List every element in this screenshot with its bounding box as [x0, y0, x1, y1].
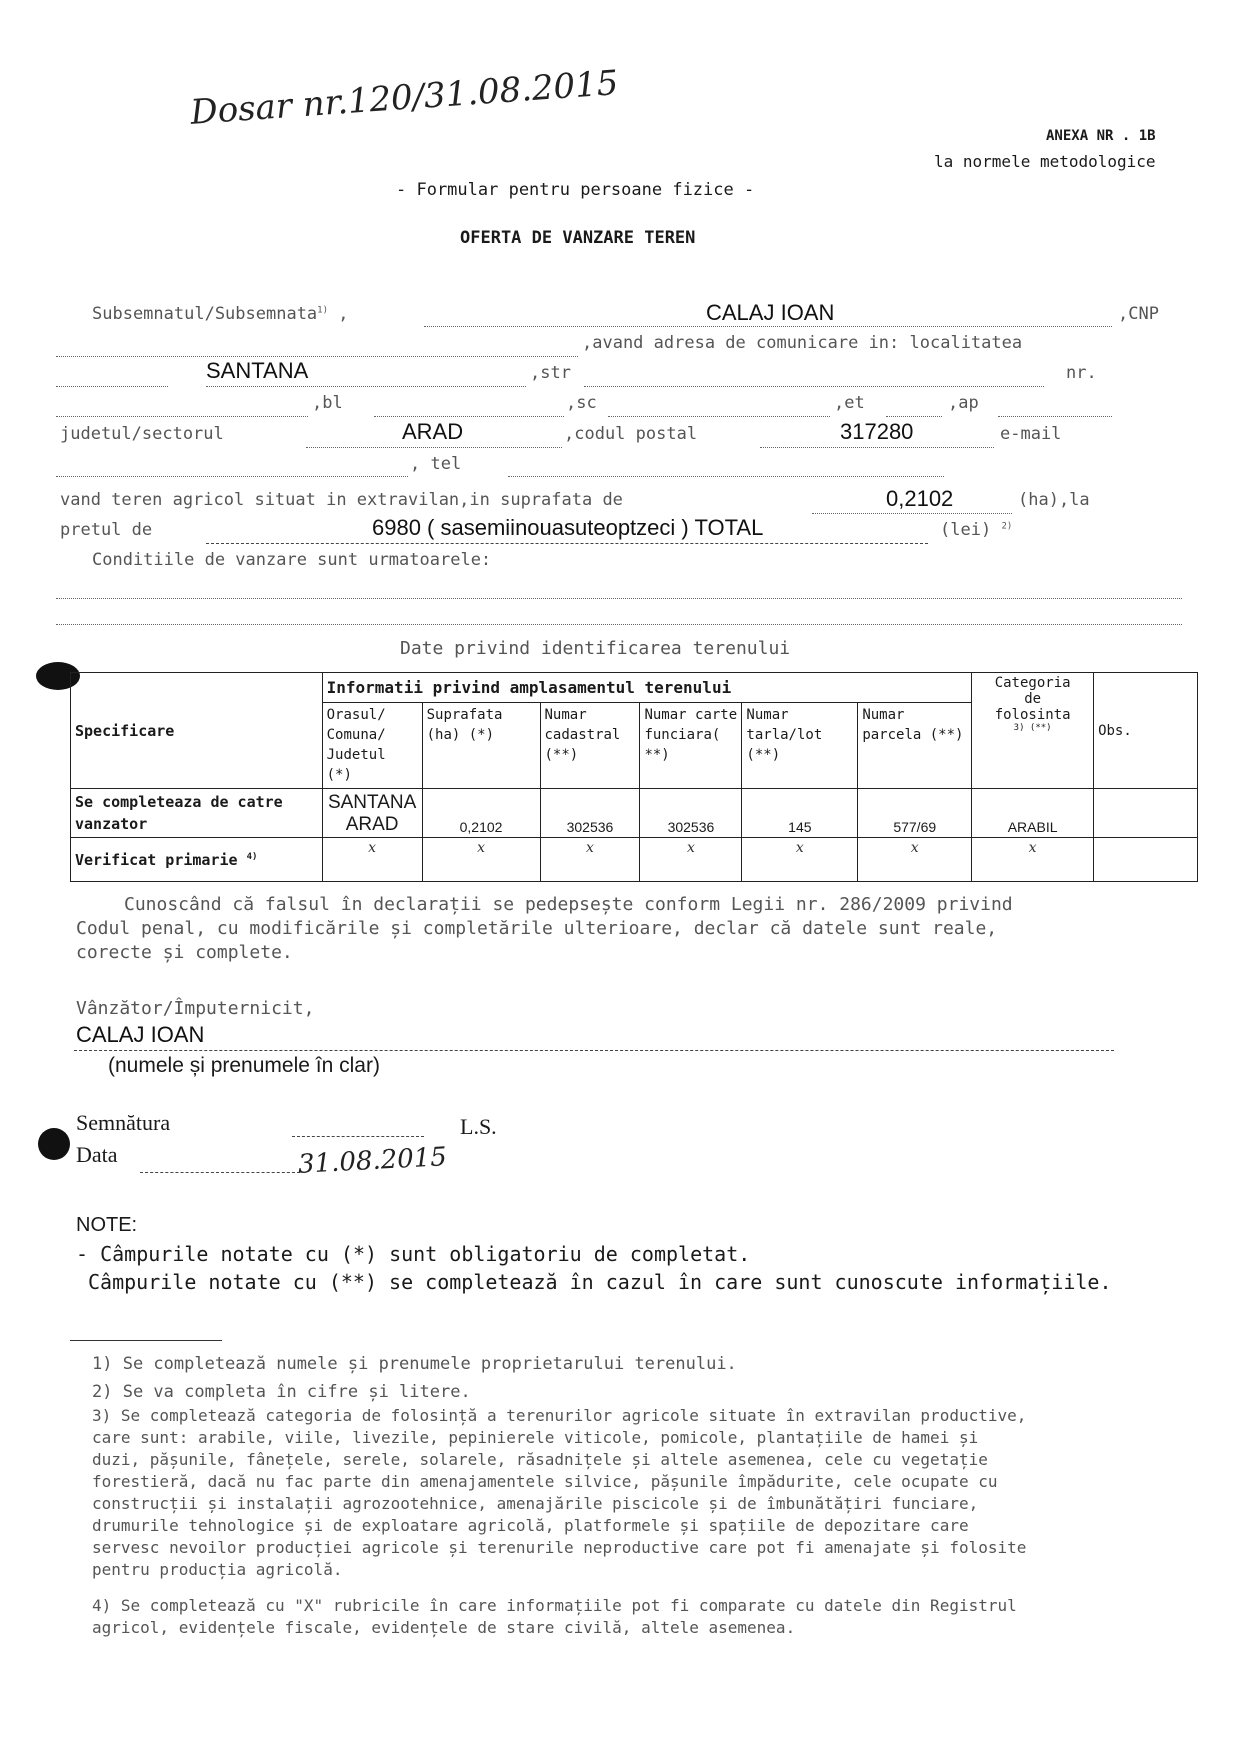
- label-apartment: ,ap: [948, 393, 979, 413]
- col-specification: Specificare: [71, 673, 323, 789]
- footnote-3-line-8: pentru producția agricolă.: [92, 1560, 343, 1579]
- label-area-unit: (ha),la: [1018, 490, 1090, 510]
- postal-code-value[interactable]: 317280: [840, 419, 914, 444]
- signer-name-line: [74, 1050, 1114, 1051]
- label-county: judetul/sectorul: [60, 424, 224, 444]
- label-signature: Semnătura: [76, 1110, 171, 1135]
- cell-tarla[interactable]: 145: [742, 789, 858, 838]
- footnote-2: 2) Se va completa în cifre și litere.: [92, 1382, 471, 1402]
- handwritten-file-number: Dosar nr.120/31.08.2015: [189, 63, 620, 133]
- cell-landbook[interactable]: 302536: [640, 789, 742, 838]
- date-line: [140, 1172, 300, 1173]
- label-floor: ,et: [834, 393, 865, 413]
- area-line: [812, 513, 1012, 514]
- row-seller-label: Se completeaza de catre vanzator: [71, 789, 323, 838]
- footnote-3-line-6: drumurile tehnologice și de exploatare agricolă, platformele și spațiile de depozitare care: [92, 1516, 969, 1535]
- price-value[interactable]: 6980 ( sasemiinouasuteoptzeci ) TOTAL: [372, 515, 764, 540]
- table-caption: Date privind identificarea terenului: [400, 638, 791, 659]
- check-city[interactable]: x: [322, 838, 422, 882]
- check-category[interactable]: x: [972, 838, 1094, 882]
- staircase-line: [608, 416, 830, 417]
- county-value[interactable]: ARAD: [402, 419, 464, 444]
- label-seal: L.S.: [460, 1114, 497, 1139]
- phone-line: [508, 476, 944, 477]
- check-landbook[interactable]: x: [640, 838, 742, 882]
- label-date: Data: [76, 1142, 118, 1167]
- footnote-4-line-2: agricol, evidențele fiscale, evidențele de stare civilă, altele asemenea.: [92, 1618, 796, 1637]
- label-postal-code: ,codul postal: [564, 424, 698, 444]
- street-line: [584, 386, 1044, 387]
- check-parcel[interactable]: x: [858, 838, 972, 882]
- conditions-line-2: [56, 624, 1182, 625]
- cell-city[interactable]: SANTANA ARAD: [322, 789, 422, 838]
- footnote-4-line-1: 4) Se completează cu "X" rubricile în care informațiile pot fi comparate cu datele din Registrul: [92, 1596, 1017, 1615]
- label-number: nr.: [1066, 363, 1097, 383]
- check-cadastral[interactable]: x: [540, 838, 640, 882]
- price-line: [206, 543, 928, 544]
- label-cnp: ,CNP: [1118, 304, 1159, 324]
- seller-name[interactable]: CALAJ IOAN: [706, 300, 835, 325]
- footnote-3-line-4: forestieră, dacă nu fac parte din amenajamentele silvice, pășunile împădurite, cele ocupate cu: [92, 1472, 998, 1491]
- date-value[interactable]: 31.08.2015: [297, 1142, 448, 1180]
- area-value[interactable]: 0,2102: [886, 486, 954, 511]
- footnote-divider: [70, 1340, 222, 1341]
- col-tarla: Numar tarla/lot (**): [742, 703, 858, 789]
- note-2: Câmpurile notate cu (**) se completează în cazul în care sunt cunoscute informațiile.: [88, 1270, 1112, 1294]
- signer-name[interactable]: CALAJ IOAN: [76, 1022, 205, 1047]
- footnote-3-line-3: duzi, pășunile, fânețele, serele, solarele, răsadnițele și altele asemenea, cele cu vegetație: [92, 1450, 988, 1469]
- col-observations: Obs.: [1094, 673, 1198, 789]
- check-observations[interactable]: [1094, 838, 1198, 882]
- col-cadastral: Numar cadastral (**): [540, 703, 640, 789]
- label-staircase: ,sc: [566, 393, 597, 413]
- annex-subtitle: la normele metodologice: [934, 152, 1156, 171]
- label-address: ,avand adresa de comunicare in: localitatea: [582, 333, 1023, 353]
- check-area[interactable]: x: [422, 838, 540, 882]
- declaration-line-3: corecte și complete.: [76, 942, 293, 963]
- cell-parcel[interactable]: 577/69: [858, 789, 972, 838]
- label-seller-name: Subsemnatul/Subsemnata$^{1)}$ ,: [92, 304, 349, 324]
- declaration-line-2: Codul penal, cu modificările și completările ulterioare, declar că datele sunt reale,: [76, 918, 998, 939]
- label-seller-agent: Vânzător/Împuternicit,: [76, 998, 315, 1019]
- row-verified-label: Verificat primarie $^{4)}$: [71, 838, 323, 882]
- table-row-verified: [71, 838, 1198, 882]
- cell-cadastral[interactable]: 302536: [540, 789, 640, 838]
- floor-line: [886, 416, 942, 417]
- footnote-1: 1) Se completează numele și prenumele proprietarului terenului.: [92, 1354, 737, 1374]
- label-area: vand teren agricol situat in extravilan,in suprafata de: [60, 490, 623, 510]
- col-category: Categoria de folosinta 3) (**): [972, 673, 1094, 789]
- check-tarla[interactable]: x: [742, 838, 858, 882]
- locality-value[interactable]: SANTANA: [206, 358, 309, 383]
- conditions-line-1: [56, 598, 1182, 599]
- punch-hole-mark-2: [38, 1128, 70, 1160]
- cell-area[interactable]: 0,2102: [422, 789, 540, 838]
- annex-number: ANEXA NR . 1B: [1046, 128, 1156, 144]
- seller-name-line: [424, 326, 1112, 327]
- cnp-line: [56, 356, 578, 357]
- col-parcel: Numar parcela (**): [858, 703, 972, 789]
- col-city: Orasul/ Comuna/ Judetul (*): [322, 703, 422, 789]
- cell-observations[interactable]: [1094, 789, 1198, 838]
- number-line: [56, 416, 308, 417]
- label-email: e-mail: [1000, 424, 1062, 444]
- footnote-3-line-7: servesc nevoilor producției agricole și terenurile neproductive care pot fi amenajate și folosite: [92, 1538, 1027, 1557]
- apartment-line: [998, 416, 1112, 417]
- table-row-seller: [71, 789, 1198, 838]
- postal-code-line: [760, 447, 994, 448]
- label-price: pretul de: [60, 520, 153, 540]
- signature-line: [292, 1136, 424, 1137]
- label-phone: , tel: [410, 454, 462, 474]
- footnote-3-line-2: care sunt: arabile, viile, livezile, pepinierele viticole, pomicole, plantațiile de hamei și: [92, 1428, 979, 1447]
- col-landbook: Numar carte funciara( **): [640, 703, 742, 789]
- locality-line: [206, 386, 526, 387]
- address-prefix-line: [56, 386, 168, 387]
- notes-title: NOTE:: [76, 1214, 138, 1236]
- label-conditions: Conditiile de vanzare sunt urmatoarele:: [92, 550, 492, 570]
- declaration-line-1: Cunoscând că falsul în declarații se pedepsește conform Legii nr. 286/2009 privind: [124, 894, 1013, 915]
- footnote-3-line-5: construcții și instalații agrozootehnice, amenajările piscicole și de îmbunătățiri funciare,: [92, 1494, 979, 1513]
- land-identification-table: [70, 672, 1198, 882]
- cell-category[interactable]: ARABIL: [972, 789, 1094, 838]
- footnote-3-line-1: 3) Se completează categoria de folosință a terenurilor agricole situate în extravilan productive,: [92, 1406, 1027, 1425]
- note-1: - Câmpurile notate cu (*) sunt obligatoriu de completat.: [76, 1242, 751, 1266]
- label-price-unit: (lei) $^{2)}$: [940, 520, 1013, 540]
- label-block: ,bl: [312, 393, 343, 413]
- form-subtitle: - Formular pentru persoane fizice -: [396, 180, 755, 200]
- county-line: [306, 447, 562, 448]
- block-line: [374, 416, 564, 417]
- form-title: OFERTA DE VANZARE TEREN: [460, 228, 696, 248]
- email-line: [56, 476, 408, 477]
- col-area: Suprafata (ha) (*): [422, 703, 540, 789]
- group-header-location: Informatii privind amplasamentul terenului: [322, 673, 972, 703]
- label-street: ,str: [530, 363, 571, 383]
- signer-name-caption: (numele și prenumele în clar): [108, 1054, 380, 1077]
